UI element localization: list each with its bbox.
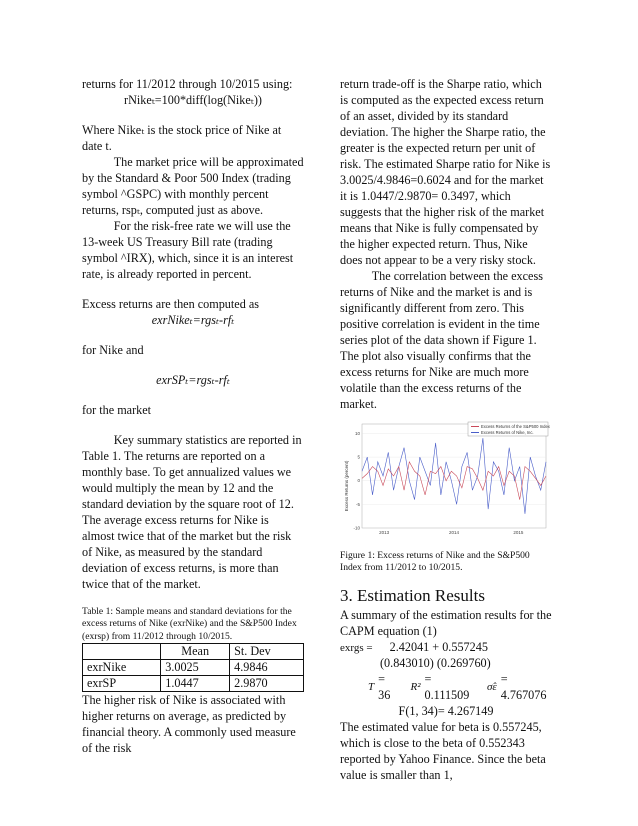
legend-entry-nike: Excess Returns of Nike, Inc. (481, 430, 534, 435)
estimation-stats-row (340, 671, 552, 703)
table-cell: 3.0025 (161, 660, 230, 676)
chart-legend (468, 422, 551, 436)
left-paragraph-9: The higher risk of Nike is associated with higher returns on average, as predicted by financial theory. A commonly used measure of the risk (82, 693, 296, 756)
right-paragraph-3: A summary of the estimation results for the CAPM equation (1) (340, 607, 552, 638)
stat-f: F(1, 34)= 4.267149 (398, 703, 494, 718)
table-header-cell (83, 644, 161, 660)
chart-y-tick-label: -10 (353, 525, 360, 531)
table-header-cell: Mean (161, 644, 230, 660)
equation-excess-nike: exrNikeₜ=rgsₜ-rfₜ (151, 313, 235, 327)
stat-sigma-symbol: σ̂ε (486, 680, 497, 693)
chart-y-tick-label: 10 (354, 430, 360, 436)
equation-excess-sp: exrSPₜ=rgsₜ-rfₜ (156, 373, 230, 387)
table-cell: exrNike (83, 660, 161, 676)
table-cell: exrSP (83, 676, 161, 692)
left-paragraph-8: Key summary statistics are reported in Table 1. The returns are reported on a monthly base. To get annualized values we would multiply the mean by 12 and the standard deviation by the square root of 12. The average excess returns for Nike is almost twice that of the market but the risk of Nike, as measured by the standard deviation of excess returns, is more than twice that of the market. (82, 433, 302, 591)
equation-standard-errors: (0.843010) (0.269760) (380, 655, 491, 670)
left-column (82, 76, 304, 756)
chart-y-tick-label: 5 (357, 454, 360, 460)
right-paragraph-2: The correlation between the excess returns of Nike and the market is and is significantly different from zero. This positive correlation is evident in the time series plot of the data shown if Figure 1. The plot also visually confirms that the excess returns for Nike are much more volatile than the excess returns of the market. (340, 269, 543, 411)
left-paragraph-1: returns for 11/2012 through 10/2015 using: (82, 77, 293, 91)
excess-returns-chart (340, 416, 552, 544)
equation-coefficients: 2.42041 + 0.557245 (389, 639, 488, 654)
left-paragraph-5: Excess returns are then computed as (82, 297, 259, 311)
figure-1 (340, 416, 552, 544)
chart-x-tick-label: 2013 (379, 530, 390, 535)
equation-nike-returns: rNikeₜ=100*diff(log(Nikeₜ)) (124, 93, 262, 107)
chart-x-tick-label: 2015 (513, 530, 524, 535)
summary-table (82, 643, 304, 692)
left-paragraph-7: for the market (82, 403, 152, 417)
stat-r2-symbol: R² (410, 680, 421, 693)
estimated-equation (340, 639, 552, 655)
right-paragraph-4: The estimated value for beta is 0.557245, which is close to the beta of 0.552343 reported by Yahoo Finance. Since the beta value is smaller than 1, (340, 719, 546, 782)
table-row (83, 660, 304, 676)
figure-caption: Figure 1: Excess returns of Nike and the S&P500 Index from 11/2012 to 10/2015. (340, 550, 530, 574)
chart-y-label: Excess Returns (percent) (344, 460, 349, 512)
stat-sigma-value: = 4.767076 (500, 671, 547, 702)
left-paragraph-2: Where Nikeₜ is the stock price of Nike at date t. (82, 123, 282, 153)
table-header-cell: St. Dev (230, 644, 304, 660)
table-cell: 4.9846 (230, 660, 304, 676)
stat-r2-value: = 0.111509 (424, 671, 470, 702)
table-header-row (83, 644, 304, 660)
right-paragraph-1: return trade-off is the Sharpe ratio, which is computed as the expected excess return of an asset, divided by its standard deviation. The higher the Sharpe ratio, the greater is the expected return per unit of risk. The estimated Sharpe ratio for Nike is 3.0025/4.9846=0.6024 and for the market it is 1.0447/2.9870= 0.3497, which suggests that the higher risk of the market means that Nike is fully compensated by the higher expected return. Thus, Nike does not appear to be a very risky stock. (340, 77, 551, 267)
left-paragraph-4: For the risk-free rate we will use the 13-week US Treasury Bill rate (trading symbol ^IRX), which, since it is an interest rate, is already reported in percent. (82, 219, 294, 281)
stat-t-symbol: T (368, 680, 375, 693)
chart-y-tick-label: 0 (357, 478, 360, 484)
table-row (83, 676, 304, 692)
equation-hat-label (340, 642, 373, 654)
table-caption: Table 1: Sample means and standard deviations for the excess returns of Nike (exrNike) and the S&P500 Index (exrsp) from 11/2012 through 10/2015. (82, 606, 297, 642)
chart-y-tick-label: -5 (355, 501, 360, 507)
chart-x-tick-label: 2014 (448, 530, 460, 535)
left-paragraph-3: The market price will be approximated by the Standard & Poor 500 Index (trading symbol ^GSPC) with monthly percent returns, rspₜ, computed just as above. (82, 155, 304, 217)
section-title: 3. Estimation Results (340, 585, 485, 605)
stat-t-value: = 36 (378, 671, 391, 702)
table-cell: 1.0447 (161, 676, 230, 692)
left-paragraph-6: for Nike and (82, 343, 144, 357)
equation-hat-text: exrgs = (340, 641, 373, 654)
table-cell: 2.9870 (230, 676, 304, 692)
right-column (340, 76, 552, 783)
legend-entry-sp500: Excess Returns of the S&P500 Index (481, 424, 550, 429)
